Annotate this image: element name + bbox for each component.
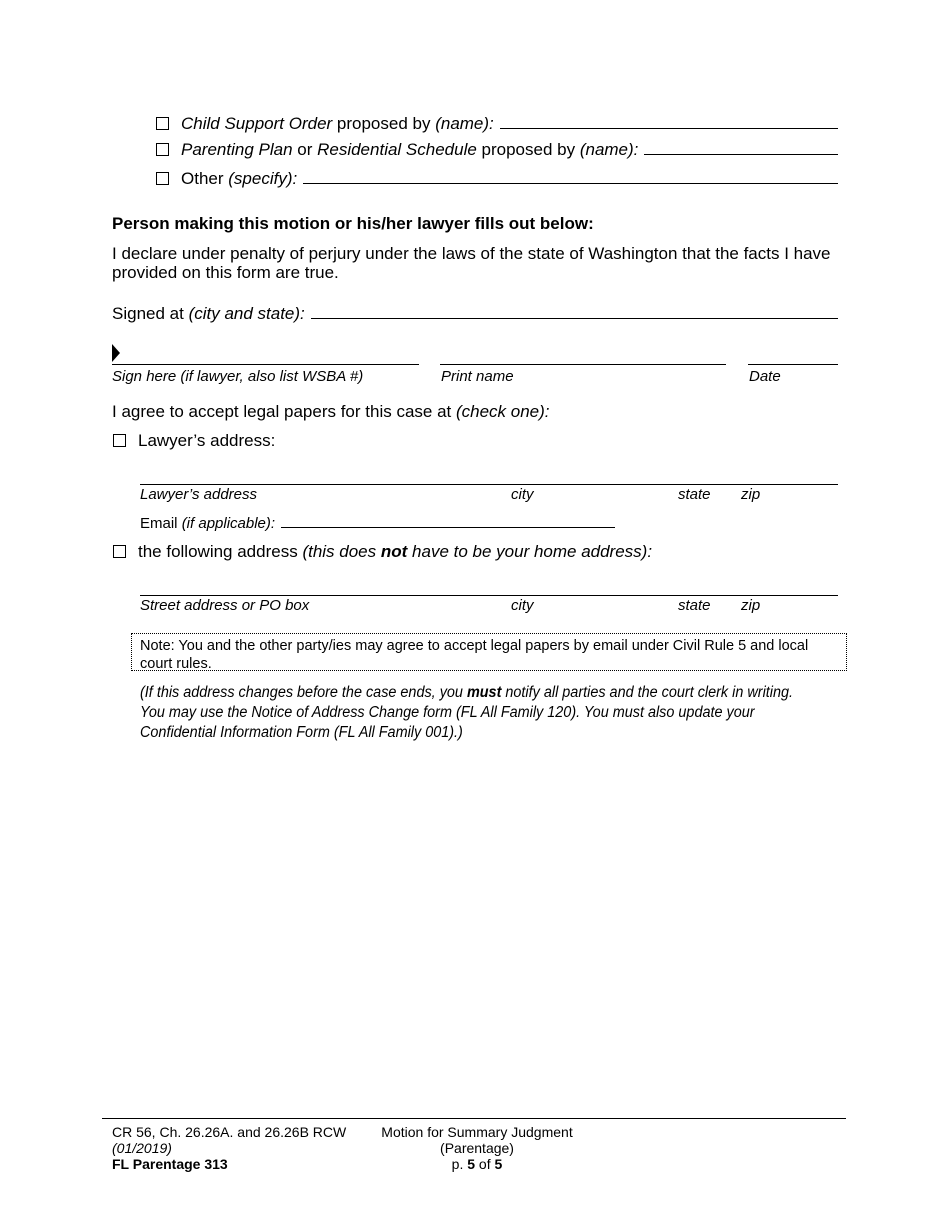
signed-at-hint: (city and state): <box>188 304 305 323</box>
following-address-option <box>113 542 652 562</box>
email-hint: (if applicable): <box>181 515 276 532</box>
lawyer-address-checkbox[interactable] <box>113 434 126 447</box>
signed-at-field[interactable] <box>311 302 838 319</box>
parenting-plan-label: Parenting Plan <box>181 140 293 159</box>
following-hint-a: (this does <box>302 542 381 561</box>
child-support-mid: proposed by <box>332 114 436 133</box>
following-address-checkbox[interactable] <box>113 545 126 558</box>
other-hint: (specify): <box>228 169 298 188</box>
option-parenting-plan <box>156 138 838 160</box>
agree-text: I agree to accept legal papers for this case at <box>112 402 456 421</box>
child-support-hint: (name): <box>435 114 494 133</box>
option-other <box>156 167 838 189</box>
date-line[interactable] <box>748 364 838 365</box>
signed-at-label: Signed at <box>112 304 189 323</box>
email-service-note: Note: You and the other party/ies may agree to accept legal papers by email under Civil Rule 5 and local court rules. <box>131 633 847 671</box>
following-hint-b: have to be your home address): <box>407 542 653 561</box>
email-field[interactable] <box>281 513 615 528</box>
parenting-plan-name-field[interactable] <box>644 138 838 155</box>
address-change-text-a: (If this address changes before the case ends, you <box>140 684 467 701</box>
following-text: the following address <box>138 542 303 561</box>
address-change-text-b: notify all parties and the court clerk in writing. You may use the Notice of Address Change form (FL All Family 120). You must also update your Confidential Information Form (FL All Family 001).) <box>140 684 794 741</box>
street-state-label: state <box>678 597 711 614</box>
footer-page-prefix: p. <box>451 1156 468 1172</box>
child-support-name-field[interactable] <box>500 112 838 129</box>
address-change-must: must <box>466 684 502 701</box>
declaration-text: I declare under penalty of perjury under the laws of the state of Washington that the facts I have provided on this form are true. <box>112 244 831 282</box>
residential-schedule-label: Residential Schedule <box>317 140 477 159</box>
other-checkbox[interactable] <box>156 172 169 185</box>
lawyer-address-line[interactable] <box>140 484 838 485</box>
sign-here-label: Sign here (if lawyer, also list WSBA #) <box>112 368 364 385</box>
lawyer-address-field-label: Lawyer’s address <box>140 486 258 503</box>
email-row <box>140 513 615 532</box>
parenting-plan-checkbox[interactable] <box>156 143 169 156</box>
following-hint-bold: not <box>380 542 408 561</box>
footer-rule <box>102 1118 846 1119</box>
street-zip-label: zip <box>741 597 761 614</box>
footer-page-of: of <box>475 1156 495 1172</box>
street-address-label: Street address or PO box <box>140 597 310 614</box>
footer-rule-citation: CR 56, Ch. 26.26A. and 26.26B RCW <box>112 1124 347 1140</box>
print-name-label: Print name <box>441 368 514 385</box>
declaration-heading: Person making this motion or his/her lawyer fills out below: <box>112 214 594 233</box>
address-change-notice <box>140 683 796 743</box>
signature-line[interactable] <box>112 364 419 365</box>
footer-page-num: 5 <box>467 1156 476 1172</box>
child-support-label: Child Support Order <box>181 114 333 133</box>
parenting-plan-mid: proposed by <box>476 140 580 159</box>
footer-date: (01/2019) <box>112 1140 172 1156</box>
footer-center <box>372 1124 582 1172</box>
agree-hint: (check one): <box>455 402 550 421</box>
lawyer-city-label: city <box>511 486 534 503</box>
sign-here-arrow-icon <box>112 344 120 362</box>
parenting-plan-or: or <box>292 140 318 159</box>
lawyer-address-option <box>113 431 275 451</box>
street-address-line[interactable] <box>140 595 838 596</box>
agree-row <box>112 402 550 422</box>
print-name-line[interactable] <box>440 364 726 365</box>
signed-at-row <box>112 302 838 324</box>
option-child-support <box>156 112 838 134</box>
lawyer-zip-label: zip <box>741 486 761 503</box>
date-label: Date <box>749 368 781 385</box>
footer-title: Motion for Summary Judgment <box>381 1124 573 1140</box>
footer-form-id: FL Parentage 313 <box>112 1156 228 1172</box>
parenting-plan-hint: (name): <box>579 140 639 159</box>
street-city-label: city <box>511 597 534 614</box>
email-label: Email <box>140 515 182 532</box>
footer-page-total: 5 <box>494 1156 503 1172</box>
other-label: Other <box>181 169 229 188</box>
footer-page <box>372 1156 582 1172</box>
lawyer-address-option-label: Lawyer’s address: <box>138 431 276 450</box>
footer-subtitle: (Parentage) <box>440 1140 514 1156</box>
lawyer-state-label: state <box>678 486 711 503</box>
other-specify-field[interactable] <box>303 167 838 184</box>
child-support-checkbox[interactable] <box>156 117 169 130</box>
footer-left <box>112 1124 346 1172</box>
